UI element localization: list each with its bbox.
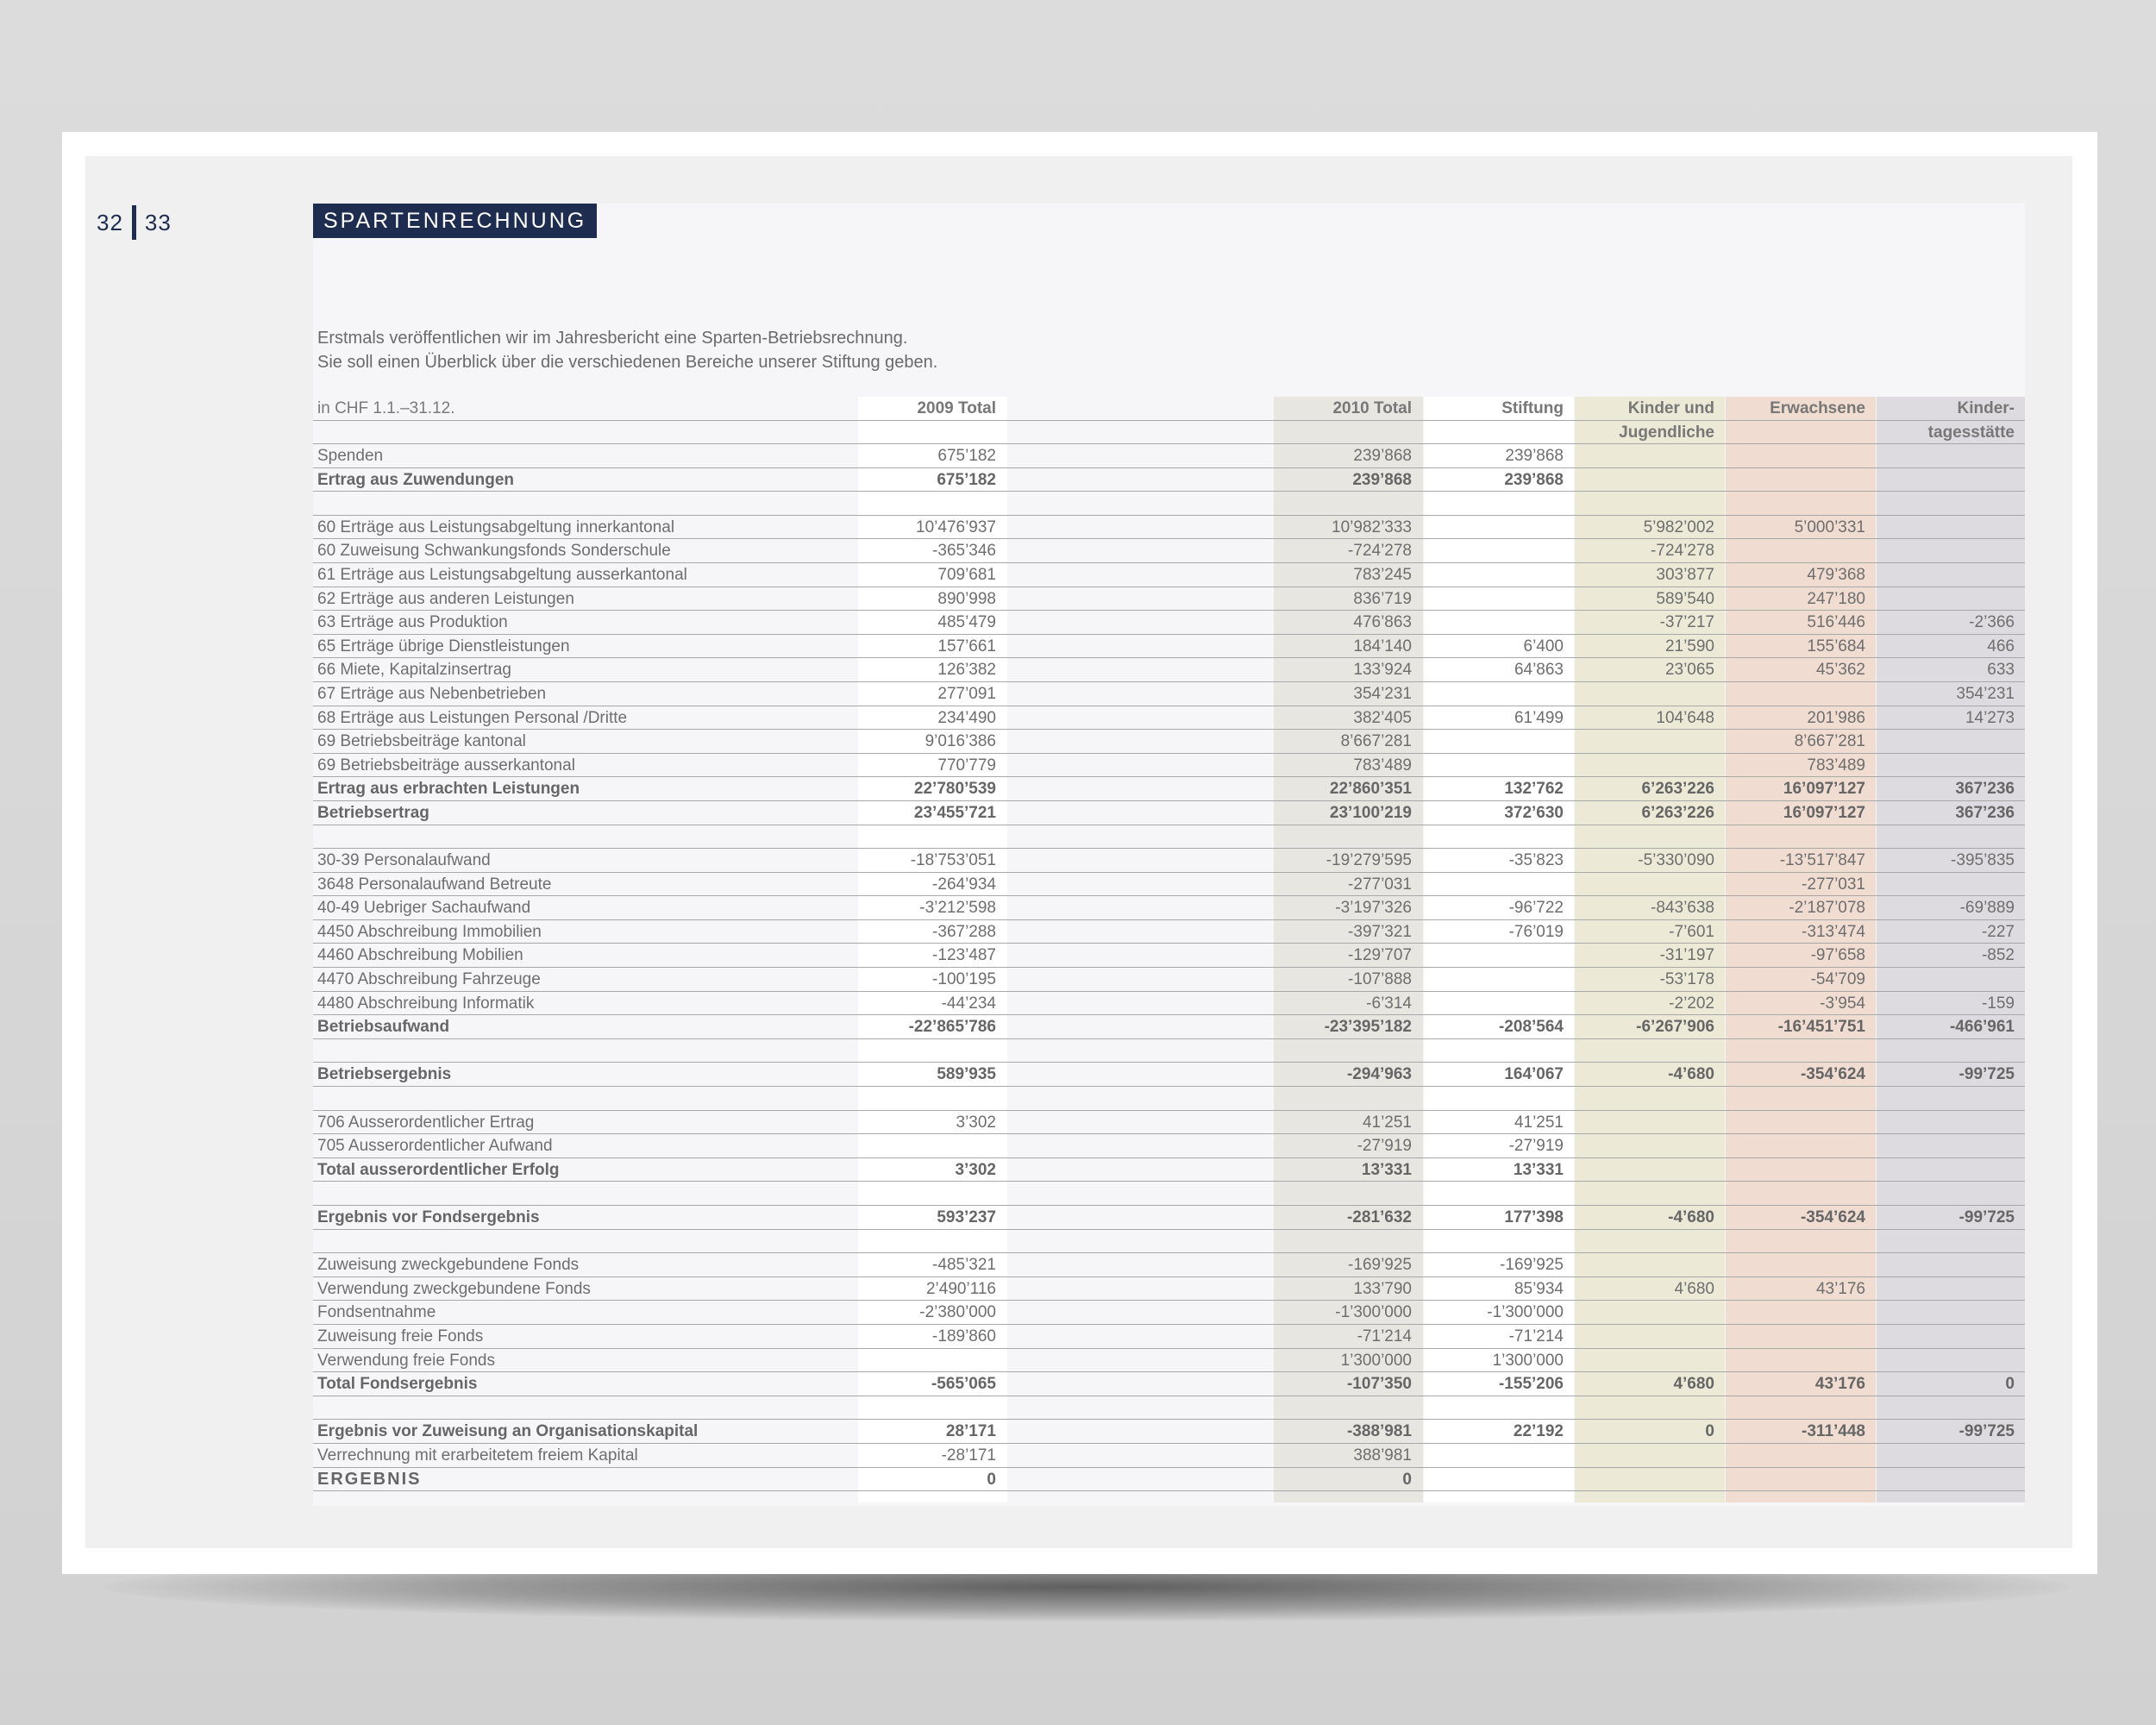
value-2010: -19’279’595 [1326, 851, 1412, 870]
table-row [313, 587, 2025, 612]
row-label: 706 Ausserordentlicher Ertrag [317, 1113, 535, 1132]
value-2009: 2’490’116 [925, 1279, 996, 1298]
table-row [313, 968, 2025, 992]
value-kita: 367’236 [1955, 780, 2015, 799]
row-label: Ergebnis vor Fondsergebnis [317, 1208, 540, 1226]
value-2009: 23’455’721 [913, 803, 996, 822]
header-kinder-line2: Jugendliche [1619, 423, 1714, 442]
value-kinder: -31’197 [1659, 946, 1714, 965]
value-2009: -367’288 [932, 922, 996, 941]
row-label: 61 Erträge aus Leistungsabgeltung ausserkantonal [317, 565, 687, 584]
value-2010: 133’790 [1353, 1279, 1412, 1298]
row-label: 40-49 Uebriger Sachaufwand [317, 899, 531, 918]
value-erwachsene: -311’448 [1802, 1422, 1865, 1441]
value-2010: -107’350 [1346, 1375, 1412, 1394]
value-2010: 22’860’351 [1329, 780, 1412, 799]
table-row [313, 1349, 2025, 1373]
value-kita: 354’231 [1956, 684, 2015, 703]
value-stiftung: -76’019 [1508, 922, 1564, 941]
value-2009: 22’780’539 [913, 780, 996, 799]
value-erwachsene: 479’368 [1807, 565, 1865, 584]
page-numbers [97, 205, 172, 240]
value-kinder: -843’638 [1651, 899, 1714, 918]
value-2009: -3’212’598 [919, 899, 996, 918]
value-2010: -71’214 [1357, 1327, 1412, 1346]
value-kinder: 21’590 [1664, 637, 1714, 656]
page-number-divider [132, 205, 136, 240]
value-kinder: 303’877 [1656, 565, 1714, 584]
spacer-row [313, 1230, 2025, 1254]
value-2010: -281’632 [1346, 1208, 1412, 1226]
value-erwachsene: -2’187’078 [1789, 899, 1865, 918]
value-kita: 367’236 [1955, 803, 2015, 822]
table-row [313, 1444, 2025, 1468]
value-2010: -6’314 [1366, 994, 1412, 1013]
table-row [313, 706, 2025, 731]
value-kinder: 589’540 [1656, 589, 1714, 608]
section-title: SPARTENRECHNUNG [313, 204, 597, 238]
value-2009: 126’382 [937, 661, 996, 680]
row-label: Total ausserordentlicher Erfolg [317, 1160, 560, 1179]
row-label: Ertrag aus erbrachten Leistungen [317, 780, 580, 799]
value-erwachsene: 16’097’127 [1783, 780, 1865, 799]
value-stiftung: 177’398 [1504, 1208, 1564, 1226]
value-2009: 157’661 [937, 637, 996, 656]
value-2009: 0 [987, 1470, 996, 1489]
value-kinder: -724’278 [1651, 542, 1714, 561]
row-label: 67 Erträge aus Nebenbetrieben [317, 684, 547, 703]
value-2010: 354’231 [1353, 684, 1412, 703]
value-2009: -189’860 [932, 1327, 996, 1346]
row-label: Zuweisung zweckgebundene Fonds [317, 1256, 580, 1275]
intro-line: Sie soll einen Überblick über die verschiedenen Bereiche unserer Stiftung geben. [317, 353, 938, 372]
page-number-right: 33 [144, 209, 172, 235]
value-kita: -99’725 [1959, 1208, 2015, 1226]
value-kita: -395’835 [1951, 851, 2015, 870]
header-kinder: Kinder und [1627, 399, 1714, 417]
table-row [313, 444, 2025, 468]
value-stiftung: 85’934 [1514, 1279, 1564, 1298]
value-2010: -294’963 [1346, 1065, 1412, 1084]
value-erwachsene: -16’451’751 [1777, 1018, 1865, 1037]
value-2010: 10’982’333 [1332, 518, 1412, 536]
value-2010: -3’197’326 [1335, 899, 1412, 918]
value-stiftung: 239’868 [1505, 447, 1564, 465]
table-row [313, 992, 2025, 1016]
value-kinder: -7’601 [1669, 922, 1714, 941]
value-kinder: -4’680 [1668, 1065, 1714, 1084]
value-stiftung: -155’206 [1498, 1375, 1564, 1394]
table-row [313, 1134, 2025, 1158]
value-2009: 675’182 [937, 470, 996, 489]
row-label: Verwendung freie Fonds [317, 1351, 495, 1370]
value-kita: 14’273 [1965, 708, 2015, 727]
row-label: 60 Zuweisung Schwankungsfonds Sonderschule [317, 542, 671, 561]
value-kita: -466’961 [1949, 1018, 2015, 1037]
row-label: 65 Erträge übrige Dienstleistungen [317, 637, 570, 656]
table-row [313, 516, 2025, 540]
row-label: 4450 Abschreibung Immobilien [317, 922, 542, 941]
row-label: Betriebsergebnis [317, 1065, 452, 1084]
value-stiftung: 13’331 [1513, 1160, 1564, 1179]
spacer-row [313, 1182, 2025, 1206]
table-row [313, 682, 2025, 706]
value-2010: -724’278 [1348, 542, 1412, 561]
value-2010: 783’489 [1353, 756, 1412, 775]
value-erwachsene: 155’684 [1807, 637, 1865, 656]
row-label: Zuweisung freie Fonds [317, 1327, 484, 1346]
row-label: 3648 Personalaufwand Betreute [317, 875, 552, 894]
value-erwachsene: -354’624 [1800, 1065, 1865, 1084]
row-label: 4480 Abschreibung Informatik [317, 994, 535, 1013]
value-erwachsene: 45’362 [1815, 661, 1865, 680]
value-stiftung: -35’823 [1508, 851, 1564, 870]
value-2009: 3’302 [955, 1160, 996, 1179]
total-row [313, 1206, 2025, 1230]
value-2009: 770’779 [937, 756, 996, 775]
table-row [313, 1111, 2025, 1135]
value-stiftung: 164’067 [1504, 1065, 1564, 1084]
value-erwachsene: 516’446 [1807, 613, 1865, 632]
value-erwachsene: -354’624 [1800, 1208, 1865, 1226]
value-2010: 476’863 [1353, 613, 1412, 632]
table-row [313, 944, 2025, 968]
header-stiftung: Stiftung [1501, 399, 1564, 417]
table-row [313, 896, 2025, 920]
value-2010: -169’925 [1348, 1256, 1412, 1275]
table-row [313, 658, 2025, 682]
table-body [313, 444, 2025, 1491]
row-label: 69 Betriebsbeiträge ausserkantonal [317, 756, 575, 775]
table-row [313, 754, 2025, 778]
value-2010: 382’405 [1353, 708, 1412, 727]
total-row [313, 777, 2025, 801]
value-2010: -397’321 [1348, 922, 1412, 941]
value-erwachsene: -313’474 [1802, 922, 1865, 941]
table-header-row [313, 397, 2025, 421]
value-2010: -23’395’182 [1324, 1018, 1412, 1037]
value-stiftung: 6’400 [1523, 637, 1564, 656]
value-2009: 709’681 [937, 565, 996, 584]
row-label: Verrechnung mit erarbeitetem freiem Kapital [317, 1446, 638, 1465]
header-2010-total: 2010 Total [1332, 399, 1412, 417]
value-2010: 783’245 [1353, 565, 1412, 584]
total-row [313, 1372, 2025, 1396]
value-2009: -22’865’786 [908, 1018, 996, 1037]
value-stiftung: 1’300’000 [1492, 1351, 1564, 1370]
value-2010: 41’251 [1362, 1113, 1412, 1132]
table-row [313, 1301, 2025, 1325]
value-2010: 1’300’000 [1340, 1351, 1412, 1370]
table-row [313, 539, 2025, 563]
value-2009: -264’934 [932, 875, 996, 894]
value-2009: -44’234 [941, 994, 996, 1013]
spacer-row [313, 1396, 2025, 1421]
spacer-row [313, 825, 2025, 850]
value-2009: 589’935 [937, 1065, 996, 1084]
row-label: 4470 Abschreibung Fahrzeuge [317, 970, 541, 989]
value-kita: -99’725 [1959, 1065, 2015, 1084]
header-erwachsene: Erwachsene [1770, 399, 1865, 417]
value-stiftung: 239’868 [1504, 470, 1564, 489]
value-kita: -99’725 [1959, 1422, 2015, 1441]
value-2009: 234’490 [937, 708, 996, 727]
unit-label: in CHF 1.1.–31.12. [317, 399, 455, 417]
value-2009: 485’479 [937, 613, 996, 632]
value-kinder: -5’330’090 [1638, 851, 1714, 870]
row-label: 63 Erträge aus Produktion [317, 613, 508, 632]
value-erwachsene: 247’180 [1807, 589, 1865, 608]
value-stiftung: -96’722 [1508, 899, 1564, 918]
table-row [313, 873, 2025, 897]
value-stiftung: 64’863 [1514, 661, 1564, 680]
value-stiftung: 22’192 [1513, 1422, 1564, 1441]
value-2009: -18’753’051 [910, 851, 996, 870]
value-kita: -852 [1981, 946, 2015, 965]
table-row [313, 920, 2025, 944]
value-stiftung: 41’251 [1514, 1113, 1564, 1132]
value-2010: -27’919 [1357, 1137, 1412, 1156]
value-kinder: 4’680 [1673, 1375, 1714, 1394]
value-stiftung: -27’919 [1508, 1137, 1564, 1156]
value-kita: -227 [1981, 922, 2015, 941]
table-row [313, 1253, 2025, 1277]
value-stiftung: 132’762 [1504, 780, 1564, 799]
value-kita: -2’366 [1969, 613, 2015, 632]
value-2010: 388’981 [1353, 1446, 1412, 1465]
value-2010: -129’707 [1348, 946, 1412, 965]
value-2009: 890’998 [937, 589, 996, 608]
table-row [313, 1325, 2025, 1349]
header-kita: Kinder- [1957, 399, 2015, 417]
value-kita: 0 [2005, 1375, 2015, 1394]
value-stiftung: 372’630 [1504, 803, 1564, 822]
value-2010: 239’868 [1353, 447, 1412, 465]
value-erwachsene: 43’176 [1815, 1279, 1865, 1298]
value-2009: -2’380’000 [919, 1303, 996, 1322]
value-2010: -277’031 [1348, 875, 1412, 894]
row-label: Total Fondsergebnis [317, 1375, 478, 1394]
total-row [313, 1158, 2025, 1182]
spacer-row [313, 1039, 2025, 1063]
intro-text [317, 326, 937, 374]
value-2009: 3’302 [956, 1113, 996, 1132]
value-kinder: 0 [1705, 1422, 1714, 1441]
value-erwachsene: -277’031 [1802, 875, 1865, 894]
value-2010: 184’140 [1353, 637, 1412, 656]
value-kita: -69’889 [1959, 899, 2015, 918]
value-kita: 466 [1987, 637, 2015, 656]
value-kinder: 6’263’226 [1641, 803, 1714, 822]
value-kinder: 6’263’226 [1641, 780, 1714, 799]
table-row [313, 1277, 2025, 1302]
value-2009: -100’195 [932, 970, 996, 989]
value-stiftung: -71’214 [1508, 1327, 1564, 1346]
value-kinder: -53’178 [1659, 970, 1714, 989]
row-label: Verwendung zweckgebundene Fonds [317, 1279, 591, 1298]
value-2010: 23’100’219 [1329, 803, 1412, 822]
value-2009: -123’487 [932, 946, 996, 965]
row-label: Spenden [317, 447, 384, 465]
financial-table [313, 397, 2025, 1491]
value-kita: 633 [1987, 661, 2015, 680]
table-row [313, 611, 2025, 635]
table-header-row [313, 421, 2025, 444]
total-row [313, 1015, 2025, 1039]
value-erwachsene: 783’489 [1807, 756, 1865, 775]
row-label: 66 Miete, Kapitalzinsertrag [317, 661, 511, 680]
value-2009: 28’171 [945, 1422, 996, 1441]
row-label: Ergebnis vor Zuweisung an Organisationskapital [317, 1422, 699, 1441]
value-2009: -365’346 [932, 542, 996, 561]
row-label: ERGEBNIS [317, 1469, 422, 1489]
value-kinder: -6’267’906 [1636, 1018, 1714, 1037]
intro-line: Erstmals veröffentlichen wir im Jahresbericht eine Sparten-Betriebsrechnung. [317, 329, 908, 348]
row-label: 60 Erträge aus Leistungsabgeltung innerkantonal [317, 518, 675, 536]
value-2010: 13’331 [1361, 1160, 1412, 1179]
row-label: 705 Ausserordentlicher Aufwand [317, 1137, 553, 1156]
table-row [313, 563, 2025, 587]
value-kinder: 4’680 [1674, 1279, 1714, 1298]
value-kinder: -37’217 [1659, 613, 1714, 632]
table-row [313, 635, 2025, 659]
total-row [313, 801, 2025, 825]
header-kita-line2: tagesstätte [1927, 423, 2015, 442]
header-2009-total: 2009 Total [917, 399, 996, 417]
value-2009: -565’065 [931, 1375, 996, 1394]
value-erwachsene: -13’517’847 [1779, 851, 1865, 870]
total-row [313, 468, 2025, 492]
page-number-left: 32 [97, 209, 123, 235]
value-2010: -388’981 [1346, 1422, 1412, 1441]
spacer-row [313, 492, 2025, 516]
value-kinder: 23’065 [1664, 661, 1714, 680]
total-row [313, 1420, 2025, 1444]
value-2009: 10’476’937 [916, 518, 996, 536]
total-row [313, 1063, 2025, 1087]
value-2010: 239’868 [1352, 470, 1412, 489]
value-stiftung: 61’499 [1514, 708, 1564, 727]
value-kinder: 104’648 [1656, 708, 1714, 727]
row-label: Fondsentnahme [317, 1303, 436, 1322]
value-2009: 593’237 [937, 1208, 996, 1226]
row-label: 62 Erträge aus anderen Leistungen [317, 589, 574, 608]
value-erwachsene: -97’658 [1810, 946, 1865, 965]
value-kinder: -2’202 [1669, 994, 1714, 1013]
value-erwachsene: -54’709 [1810, 970, 1865, 989]
value-2010: 8’667’281 [1340, 732, 1412, 751]
value-2009: -28’171 [941, 1446, 996, 1465]
row-label: 68 Erträge aus Leistungen Personal /Dritte [317, 708, 628, 727]
value-erwachsene: 201’986 [1807, 708, 1865, 727]
table-row [313, 730, 2025, 754]
value-2009: -485’321 [932, 1256, 996, 1275]
row-label: Betriebsaufwand [317, 1018, 450, 1037]
value-erwachsene: 8’667’281 [1794, 732, 1865, 751]
value-kinder: 5’982’002 [1643, 518, 1714, 536]
value-kinder: -4’680 [1668, 1208, 1714, 1226]
value-2009: 9’016’386 [924, 732, 996, 751]
value-erwachsene: 43’176 [1814, 1375, 1865, 1394]
spacer-row [313, 1087, 2025, 1111]
table-row [313, 849, 2025, 873]
value-2009: 277’091 [937, 684, 996, 703]
total-row [313, 1468, 2025, 1492]
value-stiftung: -169’925 [1500, 1256, 1564, 1275]
row-label: Betriebsertrag [317, 803, 429, 822]
value-kita: -159 [1981, 994, 2015, 1013]
value-erwachsene: 16’097’127 [1783, 803, 1865, 822]
value-stiftung: -1’300’000 [1487, 1303, 1564, 1322]
row-label: 69 Betriebsbeiträge kantonal [317, 732, 526, 751]
value-erwachsene: 5’000’331 [1794, 518, 1865, 536]
value-2010: 0 [1402, 1470, 1412, 1489]
row-label: 4460 Abschreibung Mobilien [317, 946, 523, 965]
value-erwachsene: -3’954 [1820, 994, 1865, 1013]
value-2009: 675’182 [937, 447, 996, 465]
value-2010: -1’300’000 [1335, 1303, 1412, 1322]
value-2010: -107’888 [1348, 970, 1412, 989]
row-label: 30-39 Personalaufwand [317, 851, 491, 870]
value-2010: 133’924 [1353, 661, 1412, 680]
value-2010: 836’719 [1353, 589, 1412, 608]
value-stiftung: -208’564 [1498, 1018, 1564, 1037]
row-label: Ertrag aus Zuwendungen [317, 470, 515, 489]
